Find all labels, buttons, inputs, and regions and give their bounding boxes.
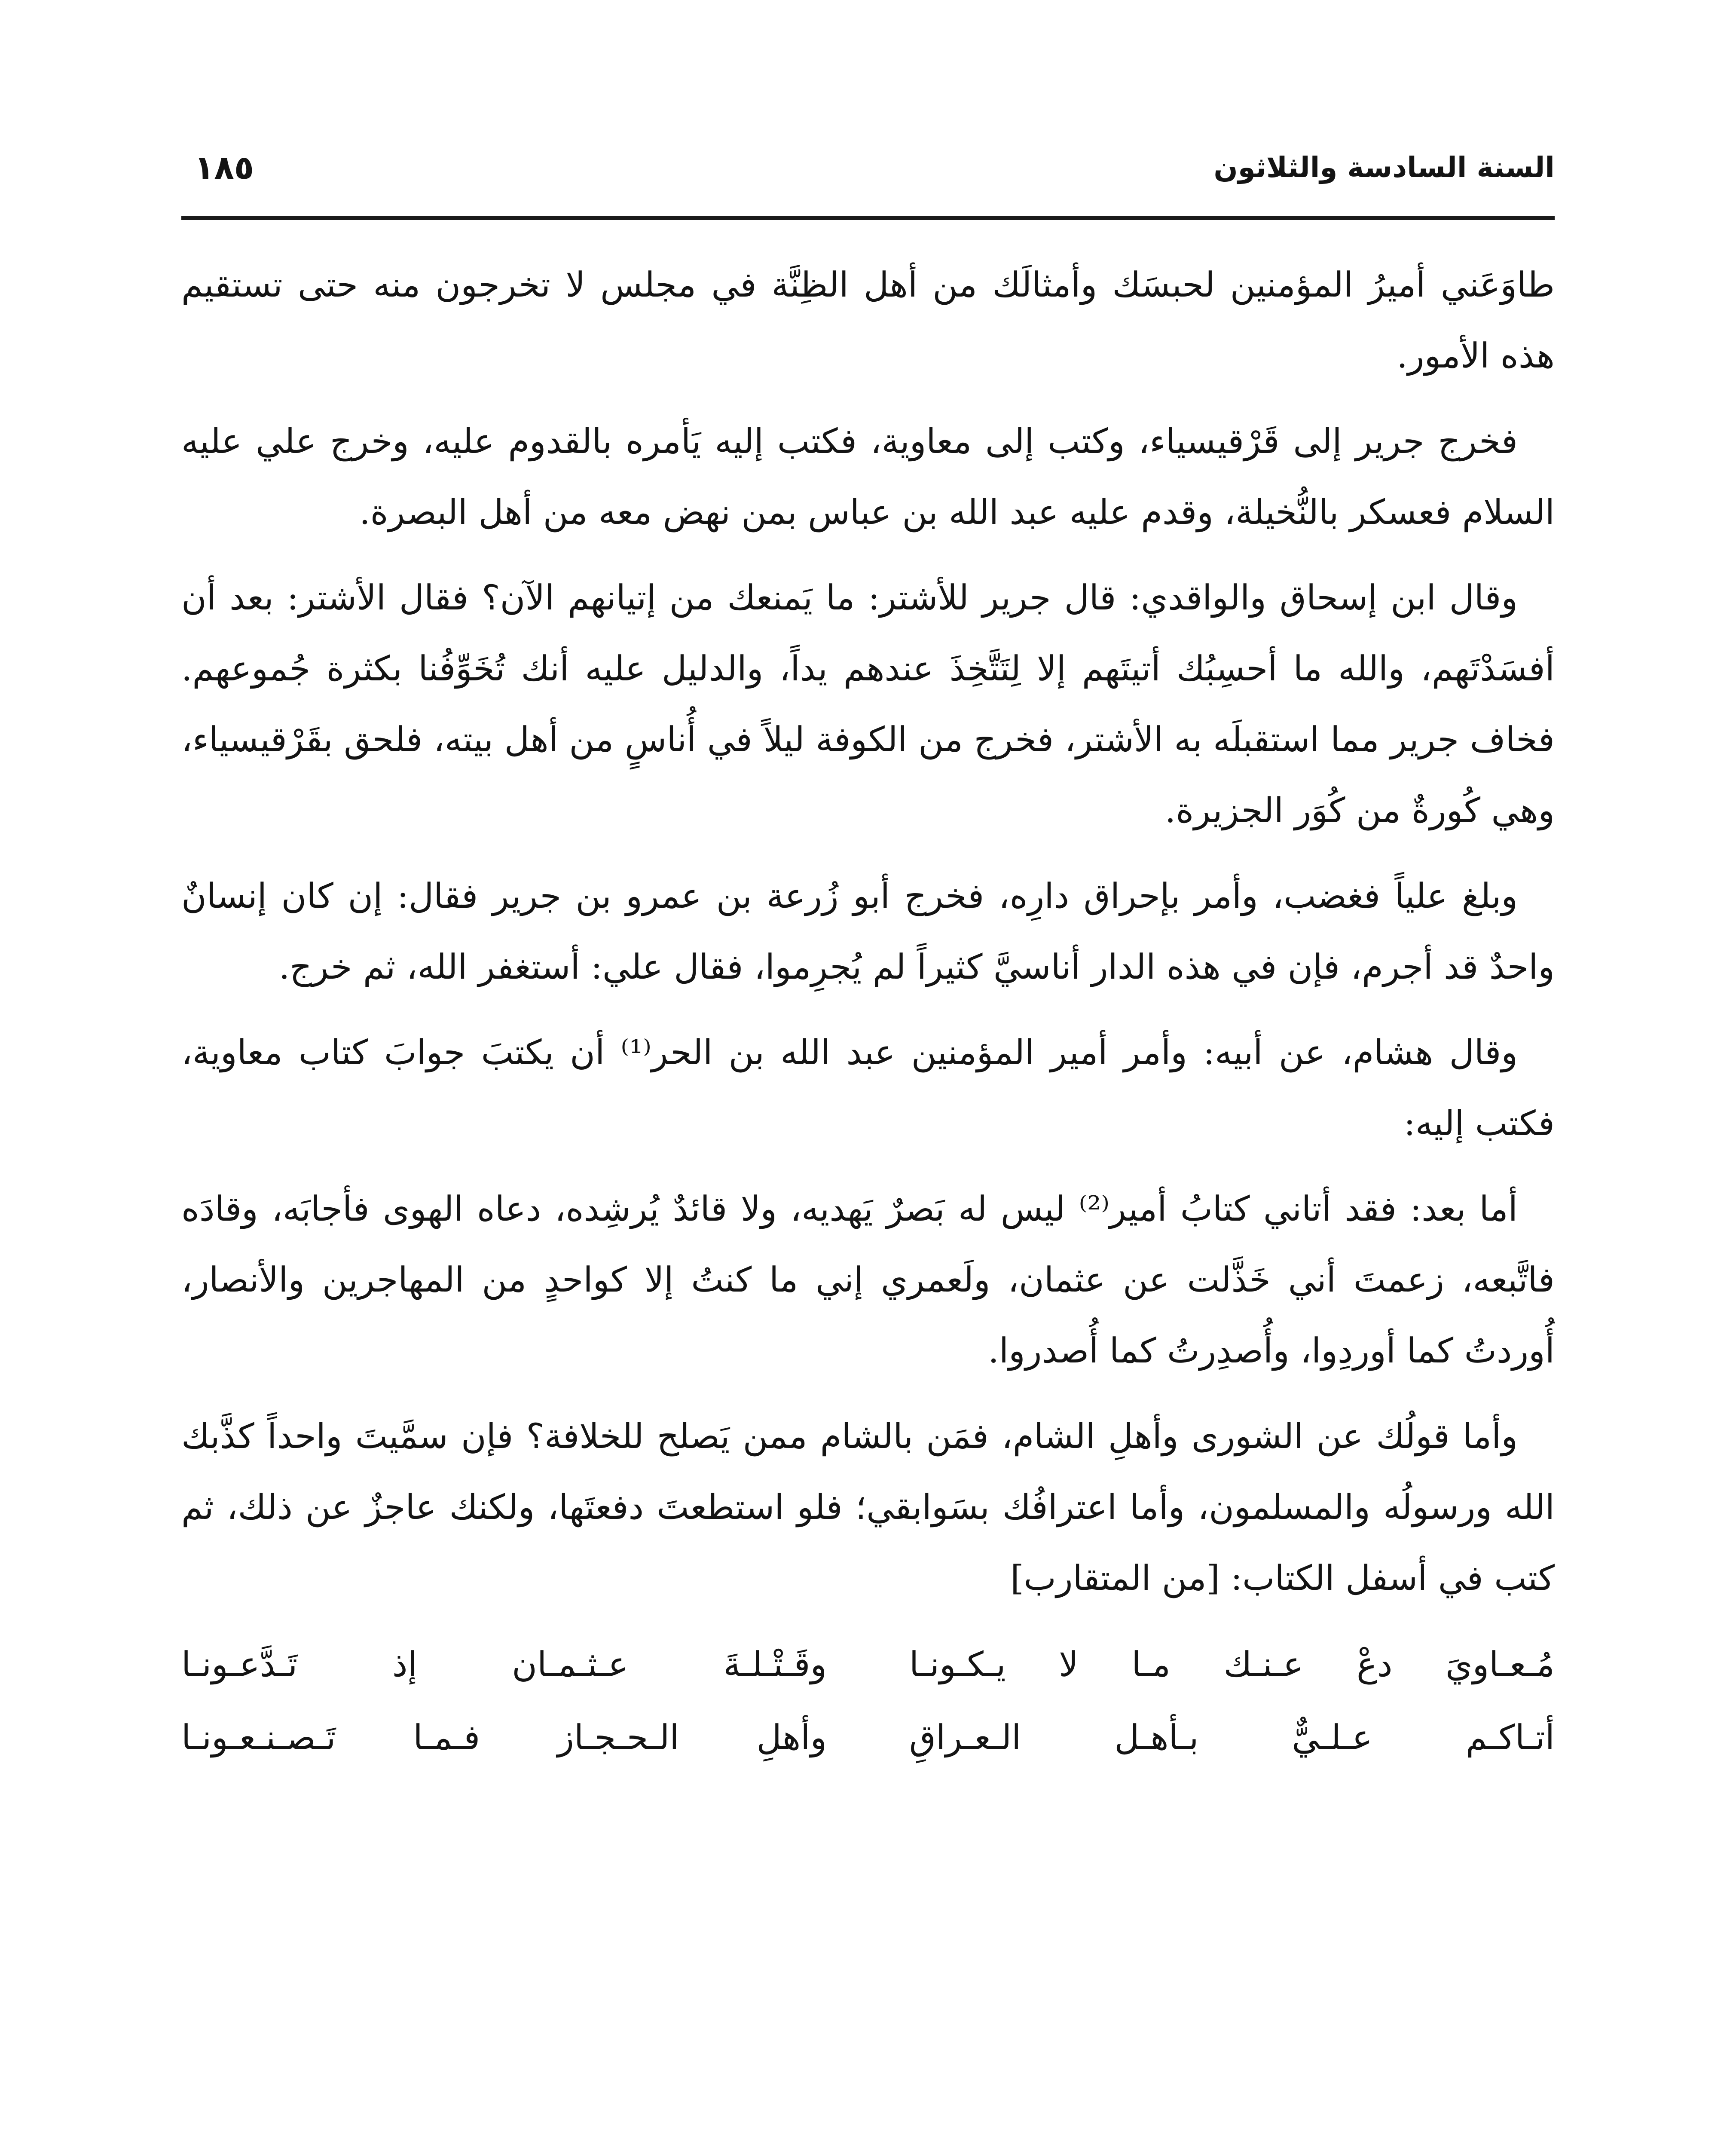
header-rule [181,216,1555,220]
verse-second-hemistich: وأهلِ الـحـجـاز فـمـا تَـصـنـعـونـا [181,1717,827,1757]
paragraph: وقال هشام، عن أبيه: وأمر أمير المؤمنين عبد الله بن الحر⁽¹⁾ أن يكتبَ جوابَ كتاب معاوية، فكتب إليه: [181,1032,1555,1143]
main-text [181,249,1555,1774]
poem-verse [181,1701,1555,1774]
poem-verse [181,1628,1555,1701]
running-head [181,142,1555,202]
verse-second-hemistich: وقَـتْـلـةَ عـثـمـان إذ تَـدَّعـونـا [181,1644,827,1684]
paragraph: أما بعد: فقد أتاني كتابُ أمير⁽²⁾ ليس له بَصرٌ يَهديه، ولا قائدٌ يُرشِده، دعاه الهوى فأجابَه، وقادَه فاتَّبعه، زعمتَ أني خَذَّلت عن عثمان، ولَعمري إني ما كنتُ إلا كواحدٍ من المهاجرين والأنصار، أُوردتُ كما أوردِوا، وأُصدِرتُ كما أُصدروا. [181,1189,1555,1371]
verse-first-hemistich: مُـعـاويَ دعْ عـنـك مـا لا يـكـونـا [909,1644,1555,1684]
paragraph: وقال ابن إسحاق والواقدي: قال جرير للأشتر: ما يَمنعك من إتيانهم الآن؟ فقال الأشتر: بعد أن أفسَدْتَهم، والله ما أحسِبُك أتيتَهم إلا لِتَتَّخِذَ عندهم يداً، والدليل عليه أنك تُخَوِّفُنا بكثرة جُموعهم. فخاف جرير مما استقبلَه به الأشتر، فخرج من الكوفة ليلاً في أُناسٍ من أهل بيته، فلحق بقَرْقيسياء، وهي كُورةٌ من كُوَر الجزيرة. [181,578,1555,830]
paragraph: وبلغ علياً فغضب، وأمر بإحراق دارِه، فخرج أبو زُرعة بن عمرو بن جرير فقال: إن كان إنسانٌ واحدٌ قد أجرم، فإن في هذه الدار أناسيَّ كثيراً لم يُجرِموا، فقال علي: أستغفر الله، ثم خرج. [181,876,1555,987]
page-number: ١٨٥ [194,148,254,187]
verse-first-hemistich: أتـاكـم عـلـيٌّ بـأهـل الـعـراقِ [909,1717,1555,1757]
paragraph: فخرج جرير إلى قَرْقيسياء، وكتب إلى معاوية، فكتب إليه يَأمره بالقدوم عليه، وخرج علي عليه السلام فعسكر بالنُّخيلة، وقدم عليه عبد الله بن عباس بمن نهض معه من أهل البصرة. [181,421,1555,532]
poem [181,1628,1555,1774]
running-title: السنة السادسة والثلاثون [1213,151,1555,184]
paragraph: طاوَعَني أميرُ المؤمنين لحبسَك وأمثالَك من أهل الظِنَّة في مجلس لا تخرجون منه حتى تستقيم هذه الأمور. [181,265,1555,376]
paragraph: وأما قولُك عن الشورى وأهلِ الشام، فمَن بالشام ممن يَصلح للخلافة؟ فإن سمَّيتَ واحداً كذَّبك الله ورسولُه والمسلمون، وأما اعترافُك بسَوابقي؛ فلو استطعتَ دفعتَها، ولكنك عاجزٌ عن ذلك، ثم كتب في أسفل الكتاب: [من المتقارب] [181,1416,1555,1598]
